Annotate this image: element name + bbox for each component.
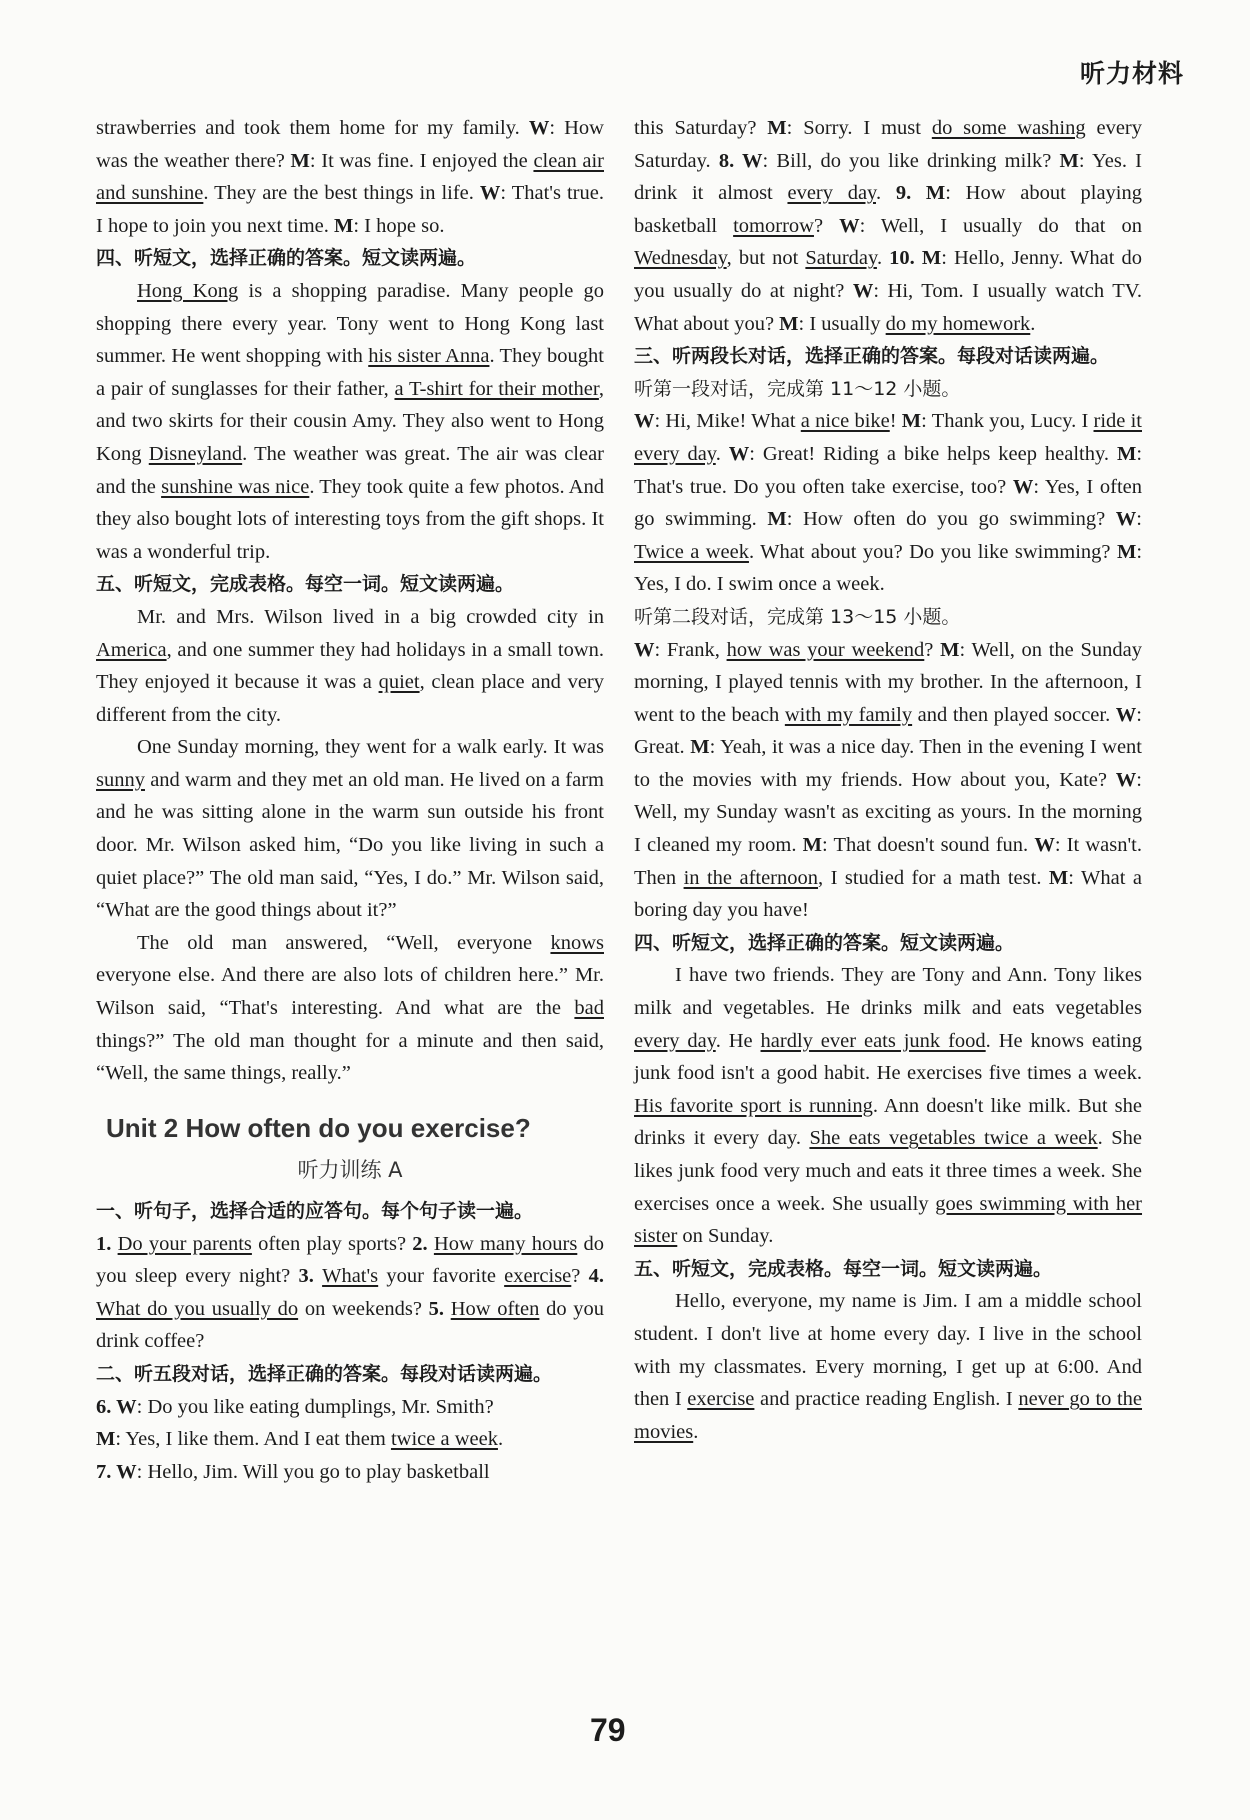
text-run: and warm and they met an old man. He lived on a farm and he was sitting alone in the warm sun outside his front door. Mr. Wilson asked him, “Do you like living in such a quiet place?” The old man said, “Yes, I do.” Mr. Wilson said, “What are the good things about it?”: [96, 768, 604, 922]
text-run: I have two friends. They are Tony and Ann. Tony likes milk and vegetables. He drinks milk and eats vegetables: [634, 964, 1142, 1020]
text-run: : Do you like eating dumplings, Mr. Smith?: [136, 1395, 494, 1418]
right-column: [634, 112, 1142, 1448]
speaker-label: W: [1034, 834, 1055, 857]
answer-underline: Hong Kong: [137, 279, 239, 302]
answer-underline: sunshine was nice: [161, 475, 310, 498]
text-run: : Great! Riding a bike helps keep healthy.: [749, 442, 1117, 465]
text-run: : Yes. I drink it almost: [634, 149, 1142, 205]
answer-underline: knows: [550, 931, 604, 954]
text-run: Mr. and Mrs. Wilson lived in a big crowded city in: [137, 605, 604, 628]
text-run: .: [876, 247, 890, 270]
speaker-label: W: [839, 214, 860, 237]
text-run: : It was fine. I enjoyed the: [309, 149, 534, 172]
speaker-label: W: [479, 182, 501, 205]
section-subtitle: 听力训练 A: [297, 1158, 403, 1183]
paragraph: [96, 112, 604, 242]
text-run: , but not: [726, 247, 806, 270]
answer-underline: How many hours: [433, 1232, 578, 1255]
text-run: . Ann doesn't like milk. But she drinks it every day.: [634, 1094, 1142, 1150]
answer-underline: every day: [787, 182, 876, 205]
section-heading: 三、听两段长对话，选择正确的答案。每段对话读两遍。: [634, 345, 1110, 368]
paragraph: [96, 1456, 604, 1489]
text-run: strawberries and took them home for my family.: [96, 117, 529, 139]
answer-underline: exercise: [504, 1265, 572, 1288]
text-run: your favorite: [378, 1265, 505, 1288]
answer-underline: how was your weekend: [726, 638, 925, 661]
text-run: : Hi, Tom. I usually watch TV. What about you?: [634, 279, 1142, 335]
text-run: : Great.: [634, 703, 1142, 759]
answer-underline: goes swimming with her sister: [634, 1192, 1143, 1248]
answer-underline: Saturday: [805, 247, 877, 270]
section-heading: 五、听短文，完成表格。每空一词。短文读两遍。: [634, 1257, 1053, 1280]
text-run: . She likes junk food very much and eats it three times a week. She exercises once a week. She usually: [634, 1127, 1142, 1215]
speaker-label: M: [802, 834, 822, 857]
answer-underline: his sister Anna: [368, 345, 490, 368]
page-header-title: 听力材料: [1079, 59, 1184, 88]
sub-instruction: 听第二段对话，完成第 13～15 小题。: [634, 605, 961, 628]
text-run: : Well, on the Sunday morning, I played tennis with my brother. In the afternoon, I went to the beach: [634, 638, 1142, 726]
answer-underline: every day: [634, 1029, 716, 1052]
speaker-label: M: [1048, 866, 1069, 889]
speaker-label: M: [334, 214, 354, 237]
text-run: on Sunday.: [677, 1225, 774, 1248]
answer-underline: Do your parents: [117, 1232, 252, 1255]
speaker-label: W: [1012, 475, 1034, 498]
paragraph: [634, 959, 1142, 1252]
paragraph: [96, 275, 604, 568]
paragraph: [634, 112, 1142, 340]
text-run: : How was the weather there?: [96, 117, 604, 172]
text-run: : Yes, I often go swimming.: [634, 475, 1142, 531]
text-run: .: [715, 442, 729, 465]
text-run: . They bought a pair of sunglasses for their father,: [96, 345, 604, 400]
text-run: everyone else. And there are also lots of children here.” Mr. Wilson said, “That's interesting. And what are the: [96, 964, 604, 1020]
text-run: . The weather was great. The air was clear and the: [96, 442, 605, 498]
text-run: : Yeah, it was a nice day. Then in the evening I went to the movies with my friends. How about you, Kate?: [634, 736, 1142, 791]
answer-underline: in the afternoon: [683, 866, 819, 889]
unit-title: Unit 2 How often do you exercise?: [106, 1112, 531, 1143]
speaker-label: 7. W: [96, 1460, 137, 1483]
speaker-label: 6. W: [96, 1395, 137, 1418]
speaker-label: M: [767, 117, 787, 139]
speaker-label: 4.: [588, 1265, 604, 1288]
text-run: often play sports?: [251, 1232, 413, 1255]
sub-instruction: 听第一段对话，完成第 11～12 小题。: [634, 377, 961, 400]
text-run: : Bill, do you like drinking milk?: [762, 149, 1060, 172]
answer-underline: exercise: [687, 1388, 755, 1411]
text-run: on weekends?: [298, 1297, 429, 1320]
speaker-label: W: [1115, 703, 1137, 726]
answer-underline: never go to the movies: [634, 1388, 1143, 1443]
text-run: things?” The old man thought for a minute and then said, “Well, the same things, really.”: [96, 1029, 604, 1085]
text-run: : How about playing basketball: [634, 182, 1142, 237]
text-run: : Yes, I do. I swim once a week.: [634, 540, 1143, 596]
text-run: : Well, I usually do that on: [859, 214, 1142, 237]
speaker-label: W: [634, 410, 655, 433]
speaker-label: M: [901, 410, 922, 433]
speaker-label: M: [690, 736, 710, 759]
speaker-label: M: [1059, 149, 1079, 172]
text-run: .: [693, 1420, 699, 1443]
answer-underline: tomorrow: [733, 214, 814, 237]
speaker-label: W: [728, 442, 750, 465]
text-run: do you sleep every night?: [96, 1232, 605, 1288]
answer-underline: Wednesday: [634, 247, 727, 270]
text-run: : Sorry. I must: [786, 117, 932, 139]
text-run: .: [1030, 312, 1036, 335]
text-run: every Saturday.: [634, 117, 1143, 172]
speaker-label: M: [96, 1428, 116, 1451]
answer-underline: She eats vegetables twice a week: [809, 1127, 1098, 1150]
text-run: ?: [924, 638, 941, 661]
text-run: , and one summer they had holidays in a small town. They enjoyed it because it was a: [96, 638, 604, 694]
answer-underline: Twice a week: [634, 540, 749, 563]
text-run: : Yes, I like them. And I eat them: [115, 1428, 391, 1451]
text-run: One Sunday morning, they went for a walk early. It was: [137, 736, 604, 759]
answer-underline: His favorite sport is running: [634, 1094, 873, 1117]
text-run: Hello, everyone, my name is Jim. I am a middle school student. I don't live at home every day. I live in the school with my classmates. Every morning, I get up at 6:00. And then I: [634, 1290, 1142, 1411]
answer-underline: How often: [450, 1297, 540, 1320]
text-run: . They are the best things in life.: [203, 182, 480, 205]
text-run: and practice reading English. I: [754, 1388, 1019, 1411]
section-heading: 四、听短文，选择正确的答案。短文读两遍。: [634, 931, 1015, 954]
text-run: : What a boring day you have!: [634, 866, 1142, 922]
speaker-label: 2.: [412, 1232, 434, 1255]
text-run: ?: [571, 1265, 589, 1288]
text-run: . They took quite a few photos. And they also bought lots of interesting toys from the gift shops. It was a wonderful trip.: [96, 475, 604, 563]
paragraph: [96, 1423, 604, 1456]
speaker-label: M: [779, 312, 799, 335]
answer-underline: America: [96, 638, 167, 661]
text-run: The old man answered, “Well, everyone: [137, 931, 551, 954]
answer-underline: Disneyland: [148, 442, 243, 465]
answer-underline: sunny: [96, 768, 145, 791]
text-run: , and two skirts for their cousin Amy. They also went to Hong Kong: [96, 377, 605, 465]
answer-underline: do some washing: [931, 117, 1086, 139]
text-run: , I studied for a math test.: [818, 866, 1049, 889]
text-run: : Hi, Mike! What: [654, 410, 801, 433]
section-heading: 一、听句子，选择合适的应答句。每个句子读一遍。: [96, 1200, 534, 1222]
speaker-label: M: [1116, 442, 1137, 465]
paragraph: [634, 405, 1142, 601]
paragraph: [96, 1391, 604, 1424]
speaker-label: 9. M: [895, 182, 946, 205]
answer-underline: with my family: [784, 703, 913, 726]
answer-underline: do my homework: [885, 312, 1031, 335]
answer-underline: What do you usually do: [96, 1297, 299, 1320]
speaker-label: W: [528, 117, 550, 139]
text-run: :: [1136, 508, 1142, 531]
speaker-label: M: [940, 638, 960, 661]
answer-underline: bad: [574, 997, 604, 1020]
text-run: ?: [813, 214, 840, 237]
answer-underline: What's: [322, 1265, 379, 1288]
text-run: .: [497, 1428, 504, 1451]
text-run: . He: [715, 1029, 761, 1052]
paragraph: [96, 601, 604, 731]
speaker-label: W: [852, 279, 874, 302]
text-run: : I hope so.: [353, 214, 445, 237]
speaker-label: W: [634, 638, 655, 661]
text-run: .: [875, 182, 896, 205]
speaker-label: 10. M: [889, 247, 942, 270]
speaker-label: W: [1115, 508, 1137, 531]
left-column: [96, 112, 604, 1488]
text-run: . He knows eating junk food isn't a good habit. He exercises five times a week.: [634, 1029, 1143, 1085]
text-run: !: [889, 410, 902, 433]
text-run: : That doesn't sound fun.: [822, 834, 1035, 857]
text-run: : Hello, Jim. Will you go to play basketball: [136, 1460, 490, 1483]
text-run: : Thank you, Lucy. I: [921, 410, 1094, 433]
text-run: , clean place and very different from the city.: [96, 671, 604, 726]
speaker-label: M: [1116, 540, 1137, 563]
text-run: this Saturday?: [634, 117, 768, 139]
answer-underline: a nice bike: [800, 410, 890, 433]
paragraph: [634, 1285, 1142, 1448]
text-run: is a shopping paradise. Many people go shopping there every year. Tony went to Hong Kong last summer. He went shopping with: [96, 279, 605, 368]
page-number: 79: [590, 1712, 626, 1748]
speaker-label: 1.: [96, 1232, 118, 1255]
paragraph: [96, 731, 604, 927]
answer-underline: quiet: [378, 671, 420, 694]
answer-underline: a T-shirt for their mother: [394, 377, 599, 400]
speaker-label: M: [290, 149, 310, 172]
answer-underline: hardly ever eats junk food: [760, 1029, 986, 1052]
text-run: : I usually: [798, 312, 886, 335]
speaker-label: 8. W: [718, 149, 763, 172]
text-run: : Well, my Sunday wasn't as exciting as yours. In the morning I cleaned my room.: [634, 768, 1142, 857]
speaker-label: M: [767, 508, 787, 531]
section-heading: 五、听短文，完成表格。每空一词。短文读两遍。: [96, 573, 515, 596]
text-run: and then played soccer.: [912, 703, 1116, 726]
paragraph: [634, 634, 1142, 927]
text-run: : It wasn't. Then: [634, 834, 1142, 889]
text-run: . What about you? Do you like swimming?: [748, 540, 1117, 563]
section-heading: 二、听五段对话，选择正确的答案。每段对话读两遍。: [96, 1362, 553, 1385]
text-run: : Frank,: [654, 638, 727, 661]
speaker-label: 3.: [298, 1265, 323, 1288]
paragraph: [96, 927, 604, 1090]
section-heading: 四、听短文，选择正确的答案。短文读两遍。: [96, 247, 477, 270]
text-run: : Hello, Jenny. What do you usually do at night?: [634, 247, 1142, 302]
text-run: : That's true. I hope to join you next time.: [96, 182, 604, 237]
speaker-label: W: [1115, 768, 1137, 791]
answer-underline: clean air and sunshine: [96, 149, 604, 205]
text-run: : That's true. Do you often take exercise, too?: [634, 442, 1143, 498]
text-run: do you drink coffee?: [96, 1297, 605, 1353]
answer-underline: ride it every day: [634, 410, 1142, 465]
answer-underline: twice a week: [390, 1428, 498, 1451]
text-run: : How often do you go swimming?: [786, 508, 1116, 531]
paragraph: [96, 1228, 604, 1358]
speaker-label: 5.: [428, 1297, 451, 1320]
